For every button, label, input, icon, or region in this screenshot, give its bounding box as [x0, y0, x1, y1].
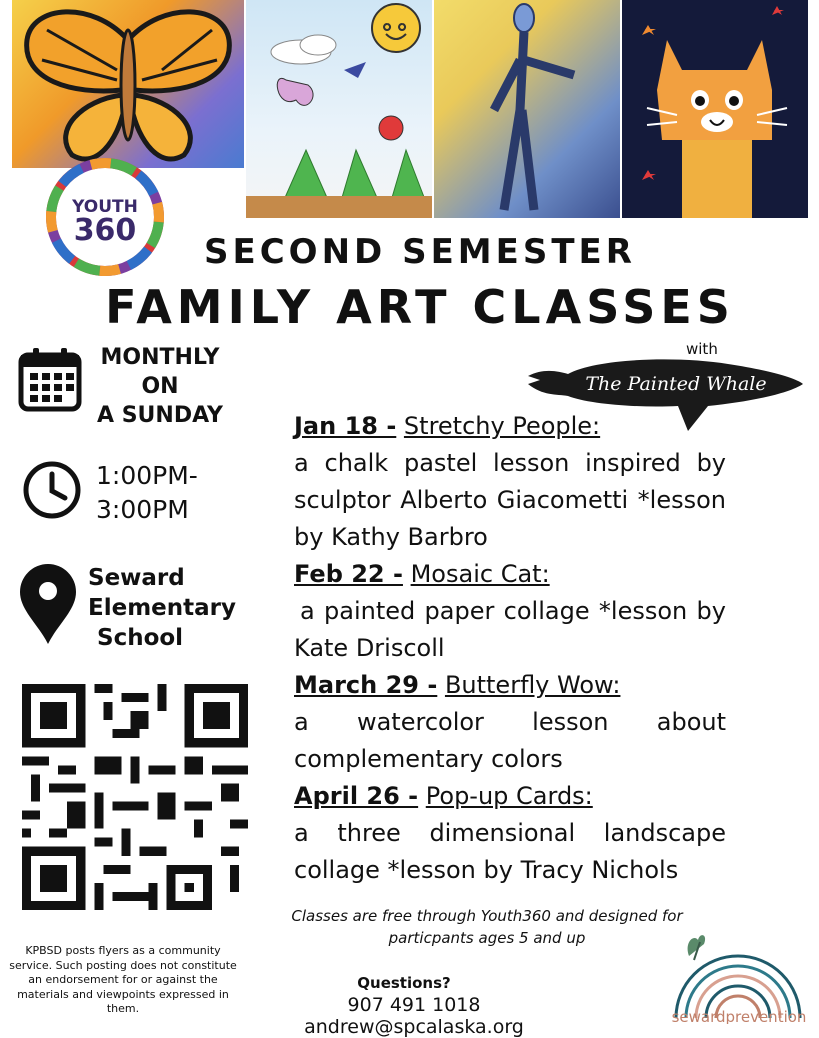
- location-pin-icon: [18, 562, 78, 646]
- youth360-logo: [44, 156, 166, 278]
- questions-label: Questions?: [357, 974, 451, 992]
- lesson-description: a three dimensional landscape collage *lesson by Tracy Nichols: [294, 819, 726, 884]
- lesson-item: [294, 778, 726, 889]
- contact-info[interactable]: 907 491 1018 andrew@spcalaska.org: [304, 994, 524, 1038]
- location-text: [88, 563, 258, 653]
- with-label: with: [686, 340, 718, 358]
- heading-second-semester: SECOND SEMESTER: [204, 232, 636, 272]
- butterfly-artwork-image: [12, 0, 244, 168]
- painted-whale-text: The Painted Whale: [585, 373, 767, 395]
- time-line-2: 3:00PM: [96, 495, 189, 524]
- location-line-2: Elementary: [88, 595, 236, 621]
- lesson-heading: [294, 778, 726, 815]
- mosaic-cat-artwork-image: [622, 0, 808, 218]
- lesson-title: Stretchy People:: [403, 412, 601, 440]
- qr-code[interactable]: [22, 683, 248, 911]
- lesson-item: [294, 556, 726, 667]
- lesson-title: Butterfly Wow:: [444, 671, 621, 699]
- frequency-line-1: MONTHLY: [100, 345, 220, 370]
- lesson-title: Mosaic Cat:: [410, 560, 550, 588]
- clock-icon: [22, 460, 82, 520]
- lesson-date: April 26 -: [294, 782, 419, 810]
- seward-prevention-text: sewardprevention: [671, 1008, 807, 1024]
- lesson-heading: [294, 556, 726, 593]
- lesson-date: March 29 -: [294, 671, 438, 699]
- lesson-description: a chalk pastel lesson inspired by sculptor Alberto Giacometti *lesson by Kathy Barbro: [294, 449, 726, 551]
- logo-text-top: YOUTH: [72, 197, 138, 217]
- lesson-description: a watercolor lesson about complementary colors: [294, 708, 726, 773]
- lesson-list: [294, 408, 726, 889]
- lesson-date: Feb 22 -: [294, 560, 403, 588]
- free-classes-note: Classes are free through Youth360 and designed for particpants ages 5 and up: [291, 907, 683, 947]
- location-line-1: Seward: [88, 565, 185, 591]
- location-line-3: School: [97, 625, 184, 651]
- time-text: [96, 459, 236, 527]
- lesson-date: Jan 18 -: [294, 412, 397, 440]
- stretchy-people-artwork-image: [434, 0, 620, 218]
- lesson-item: [294, 408, 726, 556]
- lesson-heading: [294, 667, 726, 704]
- lesson-title: Pop-up Cards:: [425, 782, 593, 810]
- kpbsd-disclaimer: KPBSD posts flyers as a community service. Such posting does not constitute an endorsement for or against the materials and viewpoints expressed in them.: [9, 944, 237, 1015]
- logo-text-bottom: 360: [73, 213, 137, 248]
- popup-card-artwork-image: [246, 0, 432, 218]
- frequency-line-2: ON: [141, 374, 179, 399]
- lesson-heading: [294, 408, 726, 445]
- frequency-line-3: A SUNDAY: [97, 403, 223, 428]
- time-line-1: 1:00PM-: [96, 461, 198, 490]
- lesson-description: a painted paper collage *lesson by Kate Driscoll: [294, 597, 726, 662]
- frequency-text: [88, 343, 232, 430]
- seward-prevention-logo: [664, 920, 814, 1024]
- lesson-item: [294, 667, 726, 778]
- calendar-icon: [18, 346, 82, 412]
- heading-family-art-classes: FAMILY ART CLASSES: [105, 280, 735, 334]
